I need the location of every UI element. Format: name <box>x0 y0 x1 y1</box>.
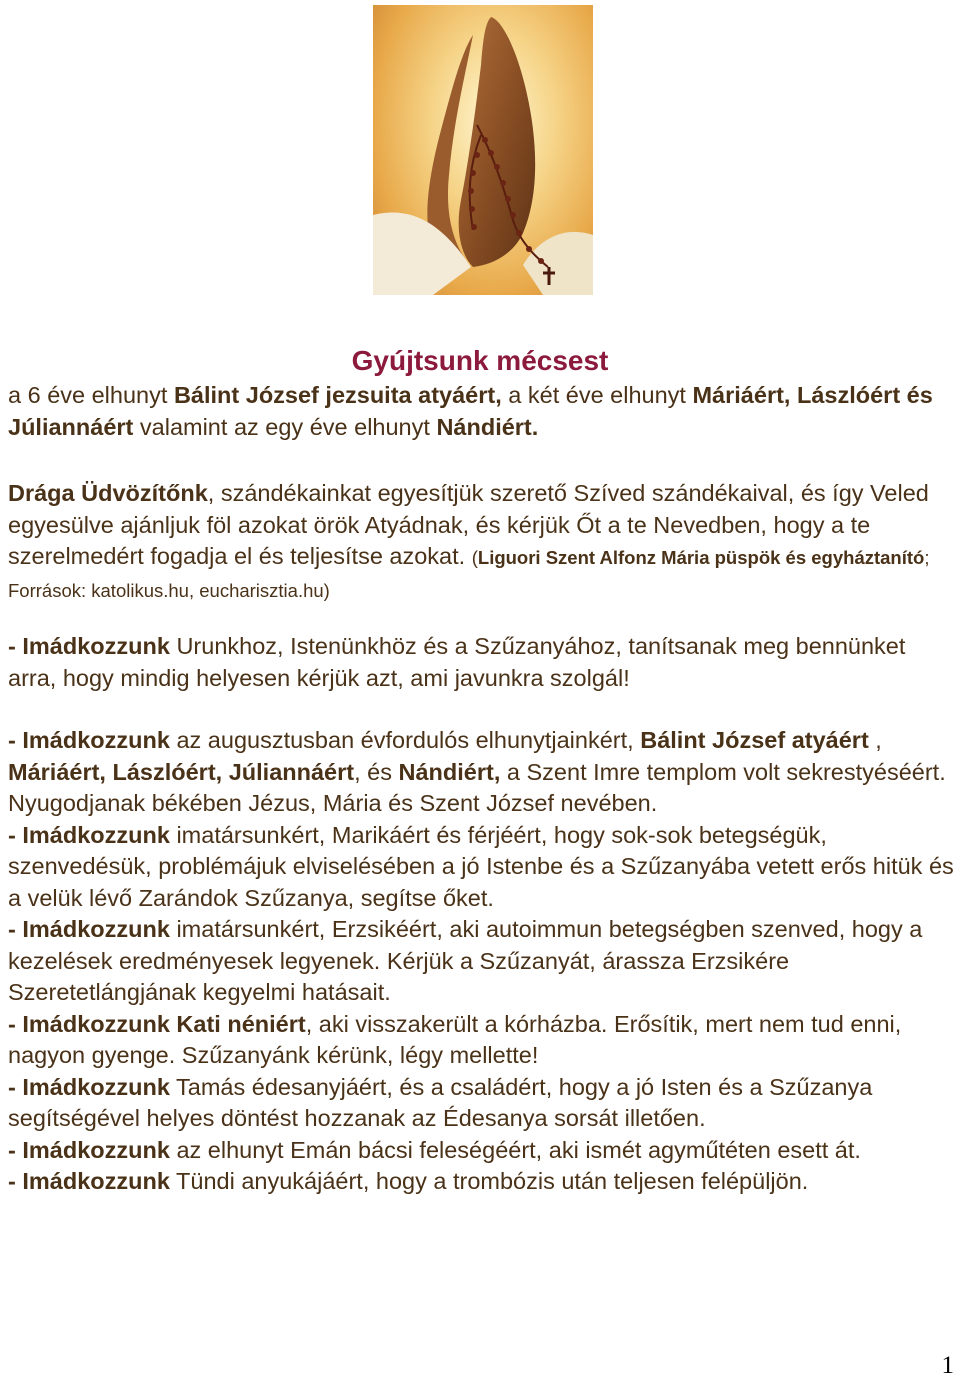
item-text: az elhunyt Emán bácsi feleségéért, aki ismét agyműtéten esett át. <box>169 1136 861 1163</box>
list-item <box>8 725 956 820</box>
list-item <box>8 914 956 1009</box>
item-lead: - Imádkozzunk <box>8 727 170 753</box>
item-text: , és <box>354 758 399 785</box>
praying-hands-icon <box>373 5 593 295</box>
list-item <box>8 820 956 915</box>
item-text: Tamás édesanyjáért, és a családért, hogy a jó Isten és a Szűzanya segítségével helyes döntést hozzanak az Édesanya sorsát illetően. <box>8 1073 873 1131</box>
list-item <box>8 1135 956 1167</box>
list-item <box>8 1166 956 1198</box>
item-lead: - Imádkozzunk <box>8 633 170 659</box>
item-text: imatársunkért, Marikáért és férjéért, hogy sok-sok betegségük, szenvedésük, problémájuk elviselésében a jó Istenbe és a Szűzanyába vetett erős hitük és a velük lévő Zarándok Szűzanya, segítse őket. <box>8 821 954 911</box>
item-text: Tündi anyukájáért, hogy a trombózis után teljesen felépüljön. <box>169 1168 809 1194</box>
page-number: 1 <box>941 1352 954 1379</box>
item-bold-name: Máriáért, Lászlóért, Júliannáért <box>8 758 355 785</box>
item-lead: - Imádkozzunk <box>8 1168 170 1194</box>
source-author: Liguori Szent Alfonz Mária püspök és egyháztanító <box>477 547 925 568</box>
prayer-text: , szándékainkat egyesítjük szerető Szíved szándékaival, és így Veled egyesülve ajánljuk föl azokat örök Atyádnak, és kérjük Őt a te Nevedben, hogy a te szerelmedért fogadja el és teljesítse azokat. <box>8 480 929 569</box>
source-text: ( <box>471 547 478 568</box>
item-bold-name: Nándiért, <box>398 758 501 785</box>
prayer-paragraph <box>8 478 956 606</box>
item-lead: - Imádkozzunk <box>8 821 170 848</box>
item-text: a Szent Imre templom volt sekrestyéséért. Nyugodjanak békében Jézus, Mária és Szent József nevében. <box>8 758 946 816</box>
list-item <box>8 1072 956 1135</box>
item-lead: - Imádkozzunk <box>8 1136 170 1163</box>
intro-bold-name: Máriáért, Lászlóért és Júliannáért <box>8 382 933 440</box>
intentions-list <box>8 631 956 1198</box>
intro-text: a 6 éve elhunyt <box>8 382 174 408</box>
item-bold-name: Bálint József atyáért <box>640 727 869 753</box>
intro-text: a két éve elhunyt <box>501 382 693 408</box>
prayer-opening: Drága Üdvözítőnk <box>8 480 208 506</box>
intro-text: valamint az egy éve elhunyt <box>133 413 437 440</box>
intro-paragraph <box>8 380 956 443</box>
intro-bold-name: Nándiért. <box>436 413 539 440</box>
source-text: ; Források: katolikus.hu, eucharisztia.hu) <box>8 547 930 601</box>
list-item <box>8 1009 956 1072</box>
intro-bold-name: Bálint József jezsuita atyáért, <box>173 382 502 408</box>
list-item <box>8 631 956 694</box>
item-lead: - Imádkozzunk Kati néniért <box>8 1010 306 1037</box>
item-lead: - Imádkozzunk <box>8 1073 170 1100</box>
item-text: imatársunkért, Erzsikéért, aki autoimmun betegségben szenved, hogy a kezelések eredményesek legyenek. Kérjük a Szűzanyát, árassza Erzsikére Szeretetlángjának kegyelmi hatásait. <box>8 916 923 1005</box>
item-lead: - Imádkozzunk <box>8 916 170 942</box>
praying-hands-image <box>373 5 593 295</box>
item-text: Urunkhoz, Istenünkhöz és a Szűzanyához, tanítsanak meg bennünket arra, hogy mindig helyesen kérjük azt, ami javunkra szolgál! <box>8 633 906 691</box>
page-title: Gyújtsunk mécsest <box>351 345 609 376</box>
item-text: , <box>868 727 882 753</box>
item-text: az augusztusban évfordulós elhunytjainkért, <box>169 727 641 753</box>
item-text: , aki visszakerült a kórházba. Erősítik, mert nem tud enni, nagyon gyenge. Szűzanyánk kérünk, légy mellette! <box>8 1010 902 1068</box>
